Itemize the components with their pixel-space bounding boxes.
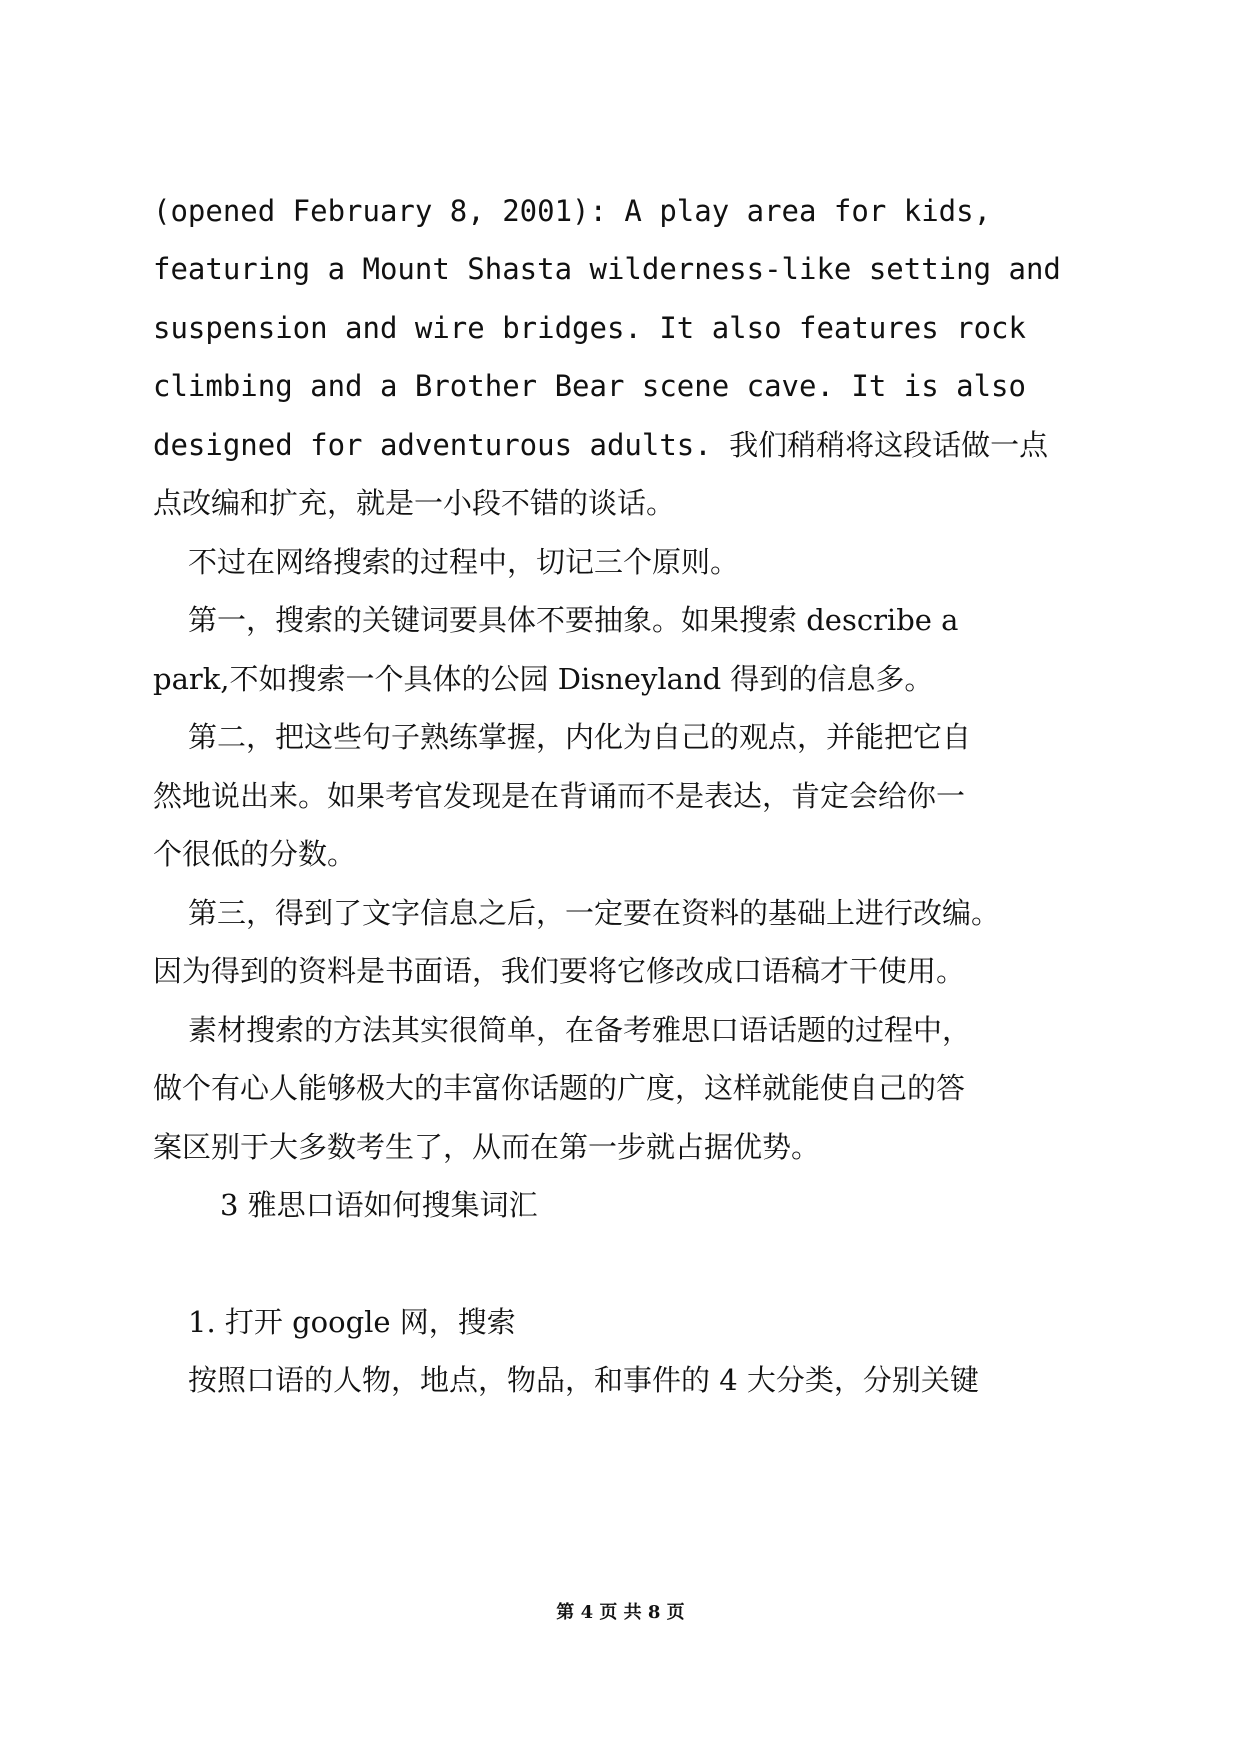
paragraph-line: park,不如搜索一个具体的公园 Disneyland 得到的信息多。 (153, 662, 934, 696)
paragraph-line: 案区别于大多数考生了，从而在第一步就占据优势。 (153, 1130, 821, 1164)
paragraph-line: 第二，把这些句子熟练掌握，内化为自己的观点，并能把它自 (188, 720, 972, 754)
paragraph-line: 第三，得到了文字信息之后，一定要在资料的基础上进行改编。 (188, 896, 1001, 930)
paragraph-line: 因为得到的资料是书面语，我们要将它修改成口语稿才干使用。 (153, 954, 966, 988)
paragraph-line: climbing and a Brother Bear scene cave. It is also (153, 369, 1026, 403)
paragraph-line: featuring a Mount Shasta wilderness-like setting and (153, 252, 1061, 286)
paragraph-line: 1. 打开 google 网，搜索 (188, 1305, 516, 1339)
paragraph-line: designed for adventurous adults. 我们稍稍将这段话做一点 (153, 428, 1049, 462)
paragraph-line: 素材搜索的方法其实很简单，在备考雅思口语话题的过程中， (188, 1013, 972, 1047)
paragraph-line: 点改编和扩充，就是一小段不错的谈话。 (153, 486, 676, 520)
paragraph-line: 第一，搜索的关键词要具体不要抽象。如果搜索 describe a (188, 603, 959, 637)
paragraph-line: 然地说出来。如果考官发现是在背诵而不是表达，肯定会给你一 (153, 779, 966, 813)
paragraph-line: 按照口语的人物，地点，物品，和事件的 4 大分类，分别关键 (188, 1363, 979, 1397)
paragraph-line: 做个有心人能够极大的丰富你话题的广度，这样就能使自己的答 (153, 1071, 966, 1105)
paragraph-line: 不过在网络搜索的过程中，切记三个原则。 (188, 545, 740, 579)
page-number-footer: 第 4 页 共 8 页 (556, 1602, 685, 1623)
section-heading: 3 雅思口语如何搜集词汇 (220, 1188, 538, 1222)
paragraph-line: suspension and wire bridges. It also features rock (153, 311, 1026, 345)
paragraph-line: (opened February 8, 2001): A play area for kids, (153, 194, 992, 228)
paragraph-line: 个很低的分数。 (153, 837, 357, 871)
